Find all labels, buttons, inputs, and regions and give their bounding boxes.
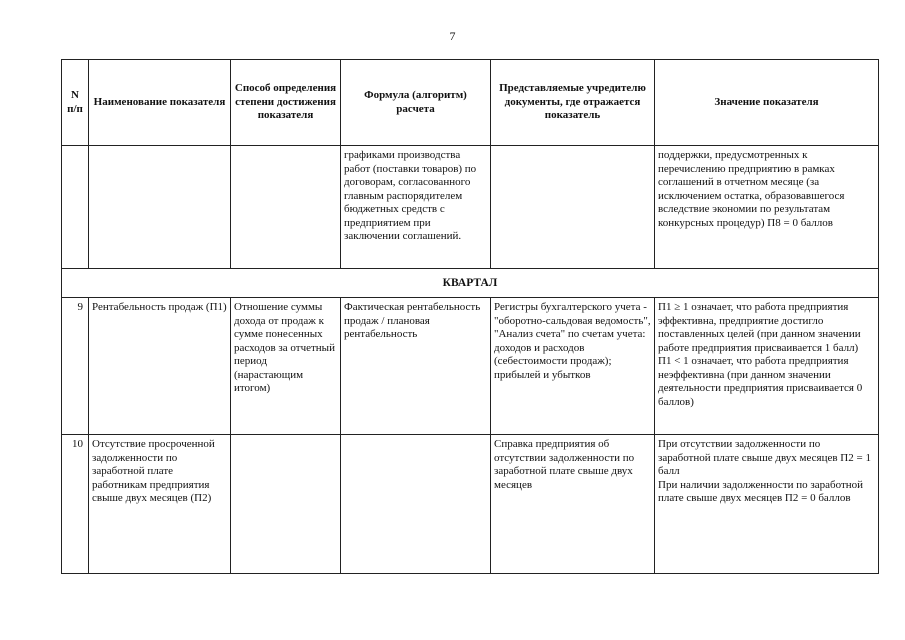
cell-name: Рентабельность продаж (П1)	[89, 298, 231, 435]
value-line: П1 < 1 означает, что работа предприятия неэффективна (при данном значении деятельности предприятия присваивается 0 баллов)	[658, 355, 863, 408]
cell-num: 10	[62, 435, 89, 574]
cell-docs	[491, 146, 655, 269]
header-formula: Формула (алгоритм) расчета	[341, 60, 491, 146]
table-row	[62, 298, 879, 435]
header-docs: Представляемые учредителю документы, где отражается показатель	[491, 60, 655, 146]
cell-method	[231, 146, 341, 269]
section-row	[62, 269, 879, 298]
cell-method: Отношение суммы дохода от продаж к сумме понесенных расходов за отчетный период (нарастающим итогом)	[231, 298, 341, 435]
table-row-continuation	[62, 146, 879, 269]
header-name: Наименование показателя	[89, 60, 231, 146]
header-num: N п/п	[62, 60, 89, 146]
header-value: Значение показателя	[655, 60, 879, 146]
value-line: При наличии задолженности по заработной плате свыше двух месяцев П2 = 0 баллов	[658, 478, 864, 504]
cell-docs: Регистры бухгалтерского учета - "оборотно-сальдовая ведомость", "Анализ счета" по счетам учета: доходов и расходов (себестоимости продаж); прибылей и убытков	[491, 298, 655, 435]
cell-name	[89, 146, 231, 269]
cell-formula: Фактическая рентабельность продаж / плановая рентабельность	[341, 298, 491, 435]
cell-name: Отсутствие просроченной задолженности по заработной плате работникам предприятия свыше двух месяцев (П2)	[89, 435, 231, 574]
cell-value: поддержки, предусмотренных к перечислению предприятию в рамках соглашений в отчетном месяце (за исключением остатка, образовавшегося вследствие экономии по результатам конкурсных процедур) П8 = 0 баллов	[655, 146, 879, 269]
cell-docs: Справка предприятия об отсутствии задолженности по заработной плате свыше двух месяцев	[491, 435, 655, 574]
indicators-table	[61, 59, 879, 574]
cell-method	[231, 435, 341, 574]
cell-num: 9	[62, 298, 89, 435]
page-number: 7	[449, 29, 456, 43]
cell-formula: графиками производства работ (поставки товаров) по договорам, согласованного главным распорядителем бюджетных средств с предприятием при заключении соглашений.	[341, 146, 491, 269]
section-title: КВАРТАЛ	[62, 269, 879, 298]
value-line: При отсутствии задолженности по заработной плате свыше двух месяцев П2 = 1 балл	[658, 438, 871, 477]
table-row	[62, 435, 879, 574]
cell-value	[655, 298, 879, 435]
cell-num	[62, 146, 89, 269]
cell-formula	[341, 435, 491, 574]
cell-value	[655, 435, 879, 574]
value-line: П1 ≥ 1 означает, что работа предприятия эффективна, предприятие достигло поставленных целей (при данном значении работе предприятия присваивается 1 балл)	[658, 301, 861, 354]
header-method: Способ определения степени достижения показателя	[231, 60, 341, 146]
table-header-row	[62, 60, 879, 146]
